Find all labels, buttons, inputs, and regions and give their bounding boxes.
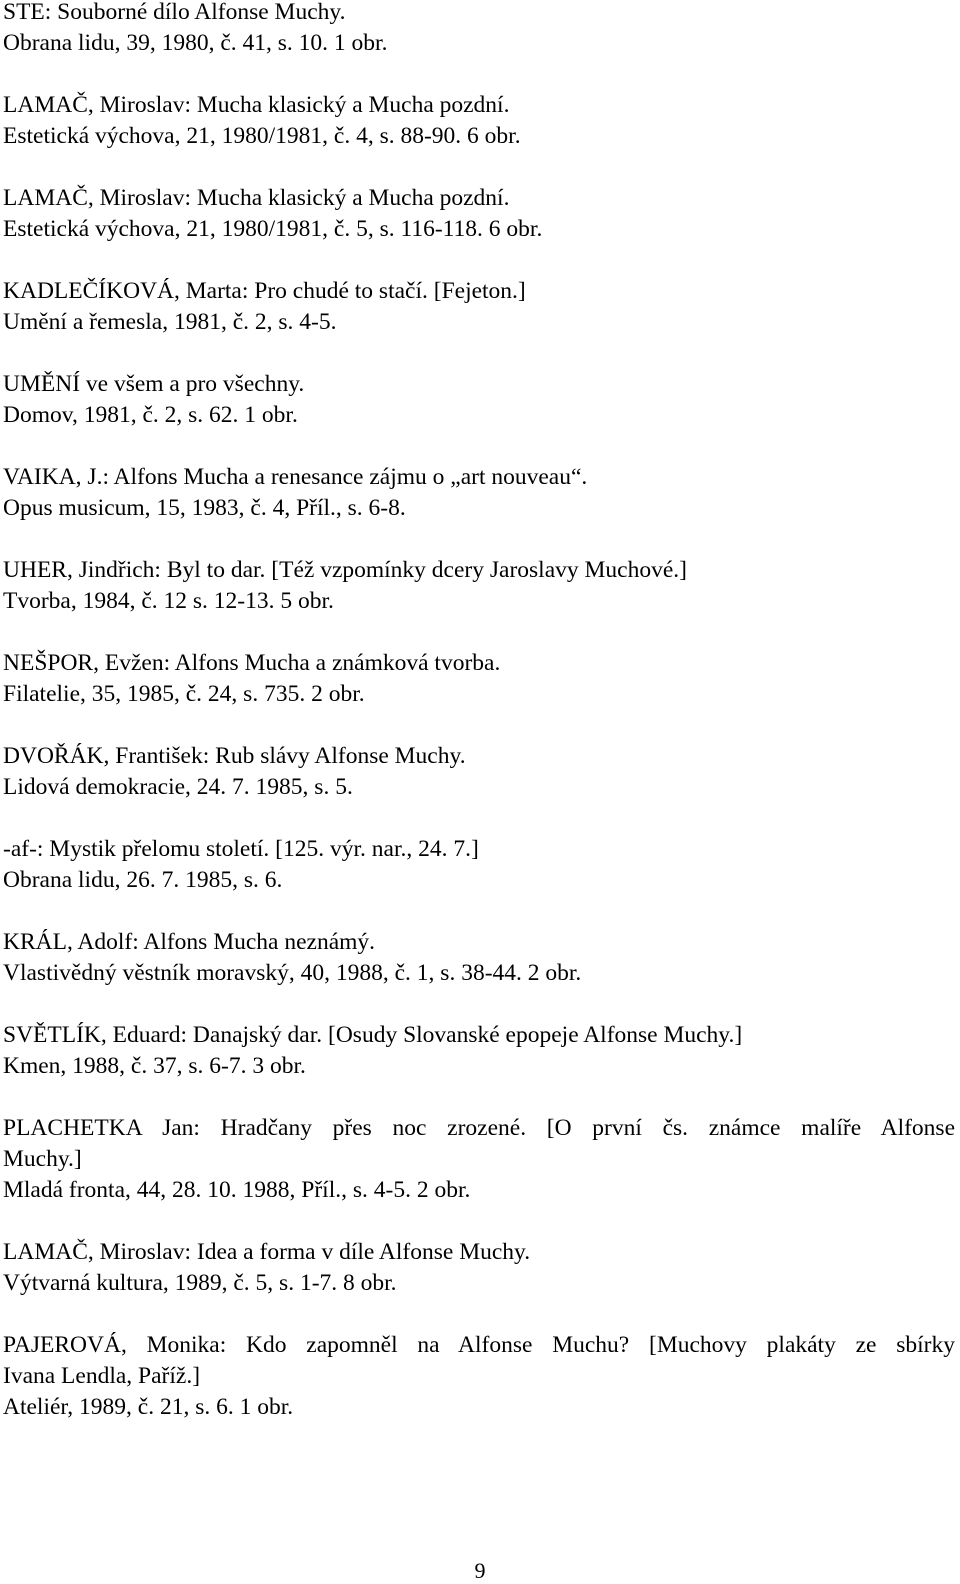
entry-line: Obrana lidu, 39, 1980, č. 41, s. 10. 1 obr. xyxy=(3,30,388,56)
bibliography-entry xyxy=(3,369,955,431)
entry-line: Tvorba, 1984, č. 12 s. 12-13. 5 obr. xyxy=(3,588,334,614)
entry-line: VAIKA, J.: Alfons Mucha a renesance zájmu o „art nouveau“. xyxy=(3,464,588,490)
entry-line: Výtvarná kultura, 1989, č. 5, s. 1-7. 8 obr. xyxy=(3,1270,397,1296)
bibliography-entry xyxy=(3,741,955,803)
entry-line: SVĚTLÍK, Eduard: Danajský dar. [Osudy Slovanské epopeje Alfonse Muchy.] xyxy=(3,1022,743,1048)
bibliography-entry xyxy=(3,1020,955,1082)
entry-line: -af-: Mystik přelomu století. [125. výr. nar., 24. 7.] xyxy=(3,836,479,862)
entry-line: KRÁL, Adolf: Alfons Mucha neznámý. xyxy=(3,929,376,955)
entry-line: Muchy.] xyxy=(3,1146,82,1172)
entry-line: Mladá fronta, 44, 28. 10. 1988, Příl., s. 4-5. 2 obr. xyxy=(3,1177,471,1203)
bibliography-entry xyxy=(3,183,955,245)
entry-line: Ivana Lendla, Paříž.] xyxy=(3,1363,201,1389)
entry-line: Lidová demokracie, 24. 7. 1985, s. 5. xyxy=(3,774,353,800)
page-number: 9 xyxy=(474,1558,486,1583)
entry-line: DVOŘÁK, František: Rub slávy Alfonse Muchy. xyxy=(3,743,466,769)
entry-line: Domov, 1981, č. 2, s. 62. 1 obr. xyxy=(3,402,298,428)
entry-line: Opus musicum, 15, 1983, č. 4, Příl., s. 6-8. xyxy=(3,495,406,521)
bibliography-entry xyxy=(3,90,955,152)
bibliography-entry xyxy=(3,1113,955,1206)
bibliography-entry xyxy=(3,462,955,524)
entry-line: Ateliér, 1989, č. 21, s. 6. 1 obr. xyxy=(3,1394,294,1420)
entry-line: LAMAČ, Miroslav: Mucha klasický a Mucha pozdní. xyxy=(3,185,510,211)
bibliography-entry xyxy=(3,834,955,896)
entry-line: Estetická výchova, 21, 1980/1981, č. 5, s. 116-118. 6 obr. xyxy=(3,216,543,242)
bibliography-entry xyxy=(3,1237,955,1299)
bibliography-entry xyxy=(3,927,955,989)
entry-line: UHER, Jindřich: Byl to dar. [Též vzpomínky dcery Jaroslavy Muchové.] xyxy=(3,557,687,583)
entry-line: Filatelie, 35, 1985, č. 24, s. 735. 2 obr. xyxy=(3,681,365,707)
entry-line: Estetická výchova, 21, 1980/1981, č. 4, s. 88-90. 6 obr. xyxy=(3,123,521,149)
entry-line: Kmen, 1988, č. 37, s. 6-7. 3 obr. xyxy=(3,1053,306,1079)
entry-line: PAJEROVÁ, Monika: Kdo zapomněl na Alfonse Muchu? [Muchovy plakáty ze sbírky xyxy=(3,1332,955,1358)
entry-line: Umění a řemesla, 1981, č. 2, s. 4-5. xyxy=(3,309,337,335)
entry-line: NEŠPOR, Evžen: Alfons Mucha a známková tvorba. xyxy=(3,650,501,676)
entry-line: UMĚNÍ ve všem a pro všechny. xyxy=(3,371,305,397)
bibliography-page xyxy=(3,0,955,1454)
entry-line: LAMAČ, Miroslav: Mucha klasický a Mucha pozdní. xyxy=(3,92,510,118)
bibliography-entry xyxy=(3,555,955,617)
entry-line: PLACHETKA Jan: Hradčany přes noc zrozené. [O první čs. známce malíře Alfonse xyxy=(3,1115,955,1141)
entry-line: STE: Souborné dílo Alfonse Muchy. xyxy=(3,0,346,25)
entry-line: Vlastivědný věstník moravský, 40, 1988, č. 1, s. 38-44. 2 obr. xyxy=(3,960,582,986)
entry-line: LAMAČ, Miroslav: Idea a forma v díle Alfonse Muchy. xyxy=(3,1239,531,1265)
entry-line: KADLEČÍKOVÁ, Marta: Pro chudé to stačí. [Fejeton.] xyxy=(3,278,526,304)
bibliography-entry xyxy=(3,648,955,710)
bibliography-entry xyxy=(3,0,955,59)
bibliography-entry xyxy=(3,276,955,338)
bibliography-entry xyxy=(3,1330,955,1423)
entry-line: Obrana lidu, 26. 7. 1985, s. 6. xyxy=(3,867,283,893)
